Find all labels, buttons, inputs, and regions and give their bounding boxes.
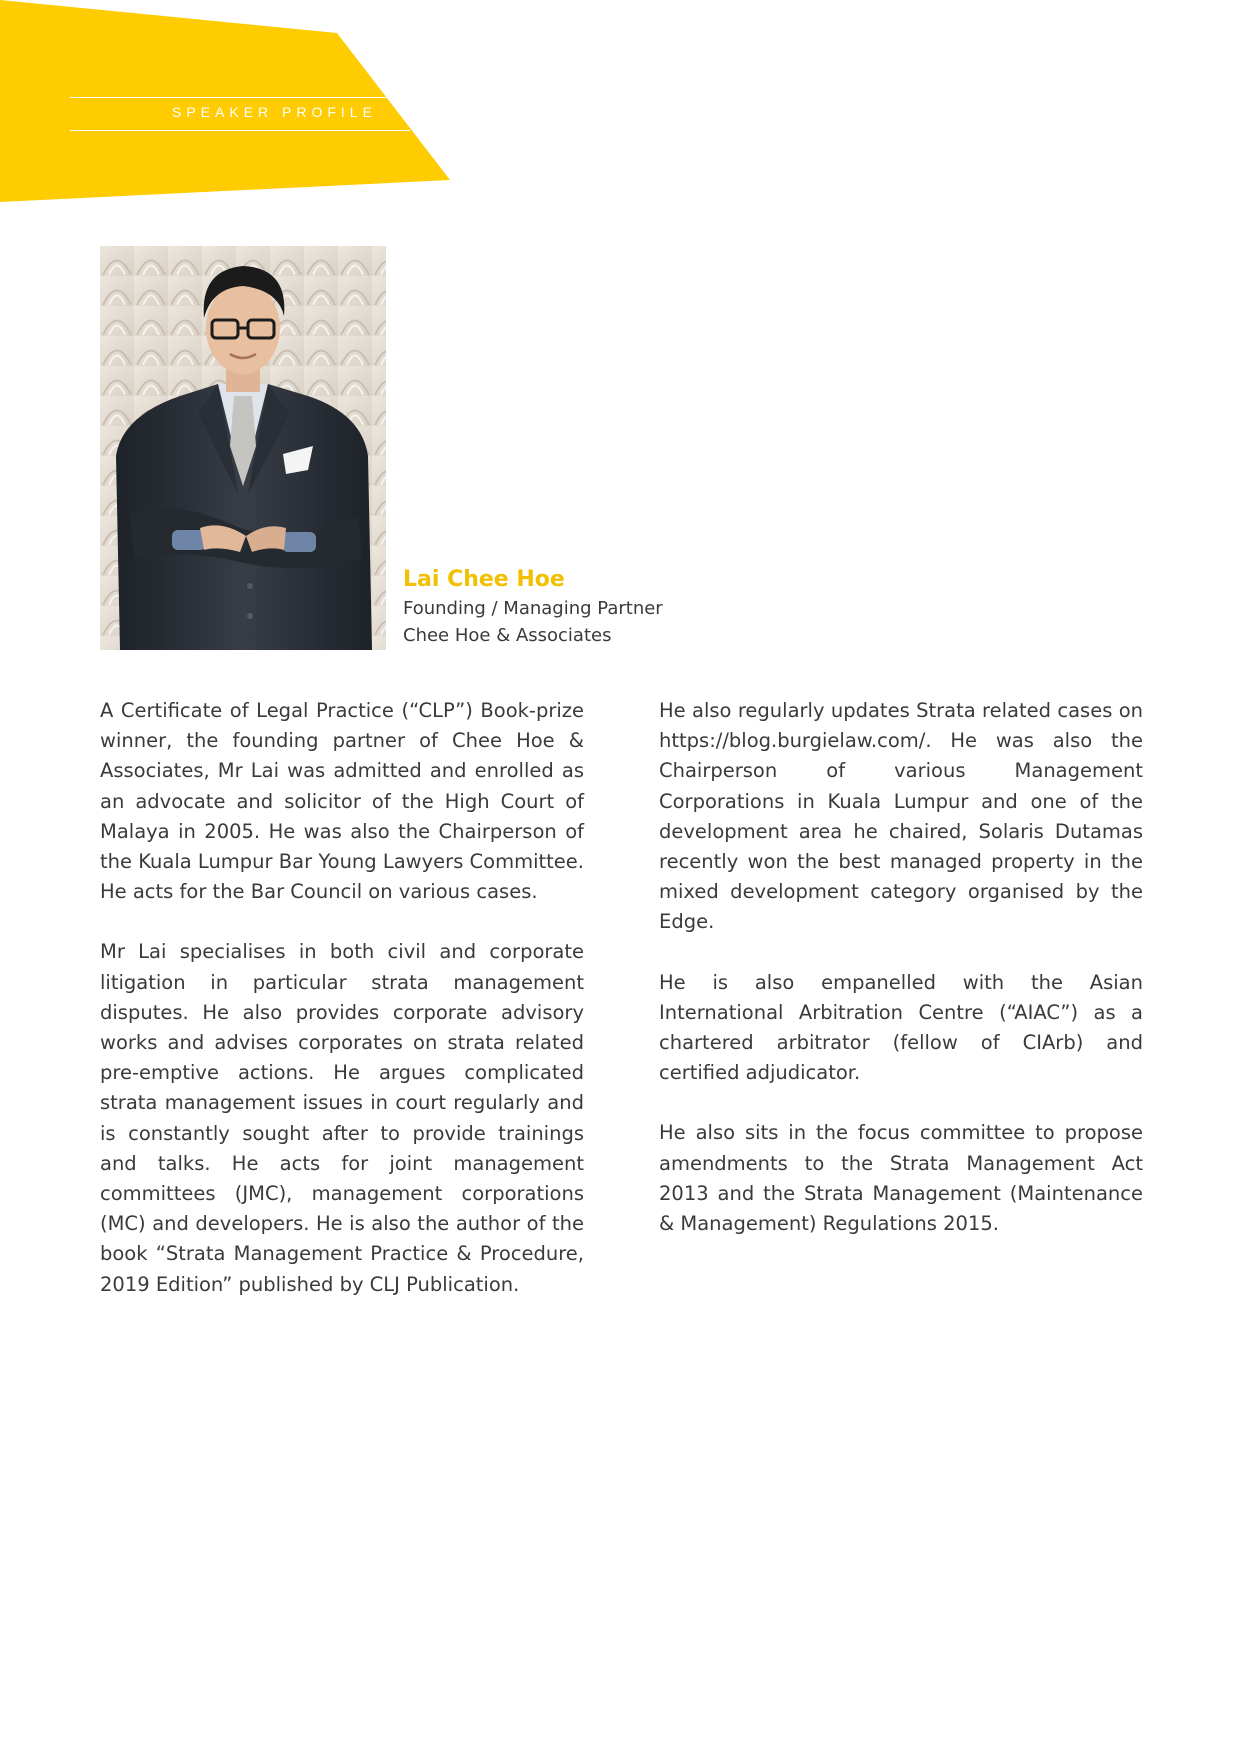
bio-paragraph: A Certificate of Legal Practice (“CLP”) Book-prize winner, the founding partner of Chee Hoe & Associates, Mr Lai was admitted and enrolled as an advocate and solicitor of the High Court of Malaya in 2005. He was also the Chairperson of the Kuala Lumpur Bar Young Lawyers Committee. He acts for the Bar Council on various cases.: [100, 699, 584, 904]
bio-paragraph: He also sits in the focus committee to propose amendments to the Strata Management Act 2013 and the Strata Management (Maintenance & Management) Regulations 2015.: [659, 1121, 1143, 1236]
bio-paragraph: He is also empanelled with the Asian International Arbitration Centre (“AIAC”) as a chartered arbitrator (fellow of CIArb) and certified adjudicator.: [659, 970, 1143, 1085]
speaker-firm: Chee Hoe & Associates: [403, 625, 612, 646]
bio-paragraph: He also regularly updates Strata related cases on https://blog.burgielaw.com/. He was also the Chairperson of various Management Corporations in Kuala Lumpur and one of the development area he chaired, Solaris Dutamas recently won the best managed property in the mixed development category organised by the Edge.: [659, 699, 1143, 934]
speaker-photo: [100, 246, 386, 650]
header-banner: [0, 0, 450, 202]
header-banner-shape: [0, 0, 450, 202]
bio-paragraph: Mr Lai specialises in both civil and corporate litigation in particular strata management disputes. He also provides corporate advisory works and advises corporates on strata related pre-emptive actions. He argues complicated strata management issues in court regularly and is constantly sought after to provide trainings and talks. He acts for joint management committees (JMC), management corporations (MC) and developers. He is also the author of the book “Strata Management Practice & Procedure, 2019 Edition” published by CLJ Publication.: [100, 940, 584, 1296]
speaker-role: Founding / Managing Partner: [403, 598, 663, 619]
speaker-name: Lai Chee Hoe: [403, 567, 565, 592]
bio-column-right: [659, 696, 1143, 1269]
bio-column-left: [100, 696, 584, 1330]
section-label: SPEAKER PROFILE: [172, 104, 377, 120]
header-rule-top: [70, 97, 400, 98]
header-rule-bottom: [70, 130, 410, 131]
